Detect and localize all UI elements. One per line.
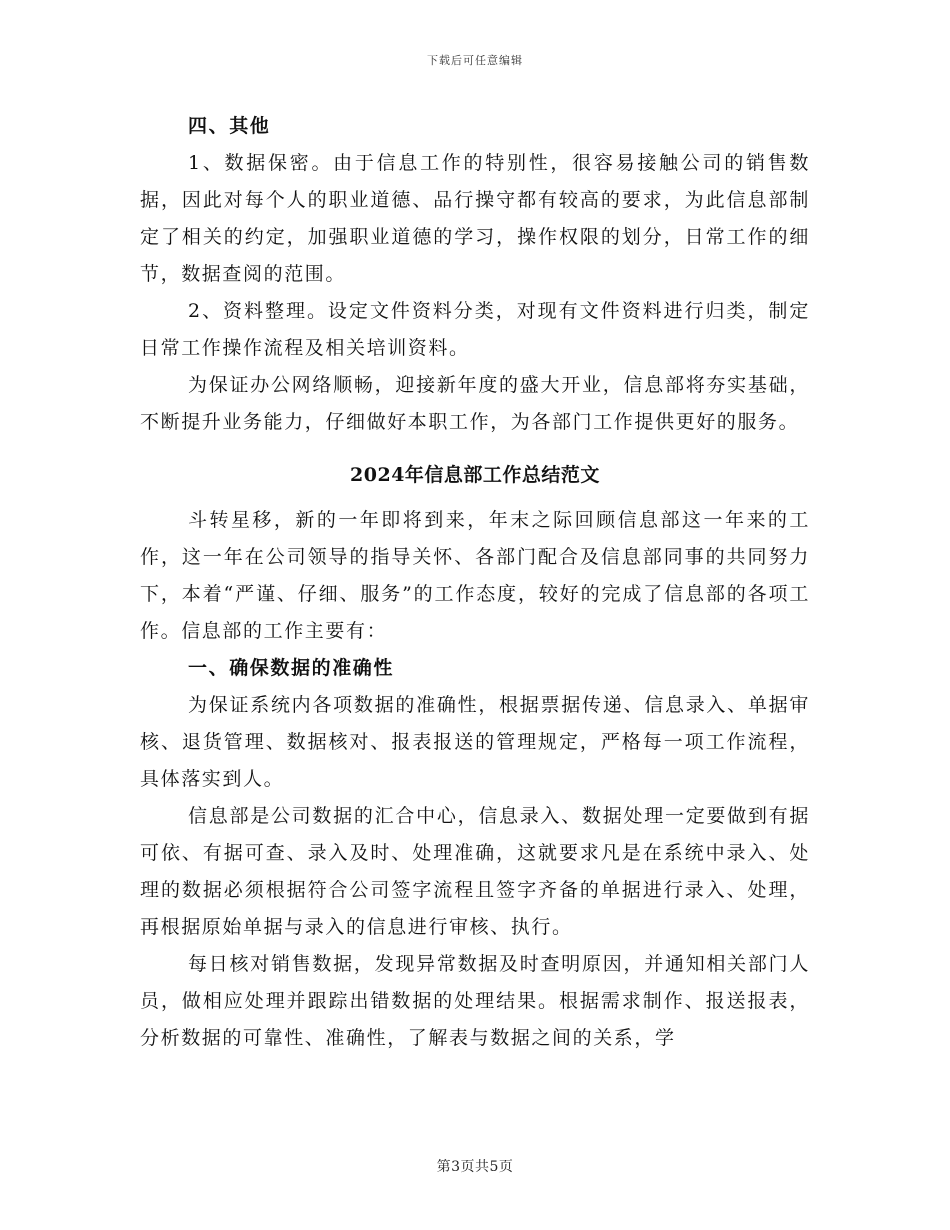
paragraph-data-accuracy-2: 信息部是公司数据的汇合中心，信息录入、数据处理一定要做到有据可依、有据可查、录入及时、处理准确，这就要求凡是在系统中录入、处理的数据必须根据符合公司签字流程且签字齐备的单据进行录入、处理，再根据原始单据与录入的信息进行审核、执行。 (140, 805, 810, 938)
section-four-heading: 四、其他 (188, 115, 271, 137)
paragraph-data-confidentiality: 1、数据保密。由于信息工作的特别性，很容易接触公司的销售数据，因此对每个人的职业道德、品行操守都有较高的要求，为此信息部制定了相关的约定，加强职业道德的学习，操作权限的划分，日常工作的细节，数据查阅的范围。 (140, 152, 810, 285)
article-title: 2024年信息部工作总结范文 (350, 464, 600, 486)
document-body (140, 108, 810, 1057)
page-header: 下载后可任意编辑 (427, 54, 523, 67)
paragraph-data-accuracy-3: 每日核对销售数据，发现异常数据及时查明原因，并通知相关部门人员，做相应处理并跟踪出错数据的处理结果。根据需求制作、报送报表，分析数据的可靠性、准确性，了解表与数据之间的关系，学 (140, 953, 810, 1049)
paragraph-document-organizing: 2、资料整理。设定文件资料分类，对现有文件资料进行归类，制定日常工作操作流程及相关培训资料。 (140, 300, 810, 359)
paragraph-data-accuracy-1: 为保证系统内各项数据的准确性，根据票据传递、信息录入、单据审核、退货管理、数据核对、报表报送的管理规定，严格每一项工作流程，具体落实到人。 (140, 694, 810, 790)
paragraph-closing: 为保证办公网络顺畅，迎接新年度的盛大开业，信息部将夯实基础，不断提升业务能力，仔细做好本职工作，为各部门工作提供更好的服务。 (140, 374, 810, 433)
page-number: 第3页共5页 (436, 1159, 514, 1175)
section-one-heading: 一、确保数据的准确性 (188, 657, 395, 679)
paragraph-intro: 斗转星移，新的一年即将到来，年末之际回顾信息部这一年来的工作，这一年在公司领导的指导关怀、各部门配合及信息部同事的共同努力下，本着“严谨、仔细、服务”的工作态度，较好的完成了信息部的各项工作。信息部的工作主要有： (140, 509, 810, 642)
